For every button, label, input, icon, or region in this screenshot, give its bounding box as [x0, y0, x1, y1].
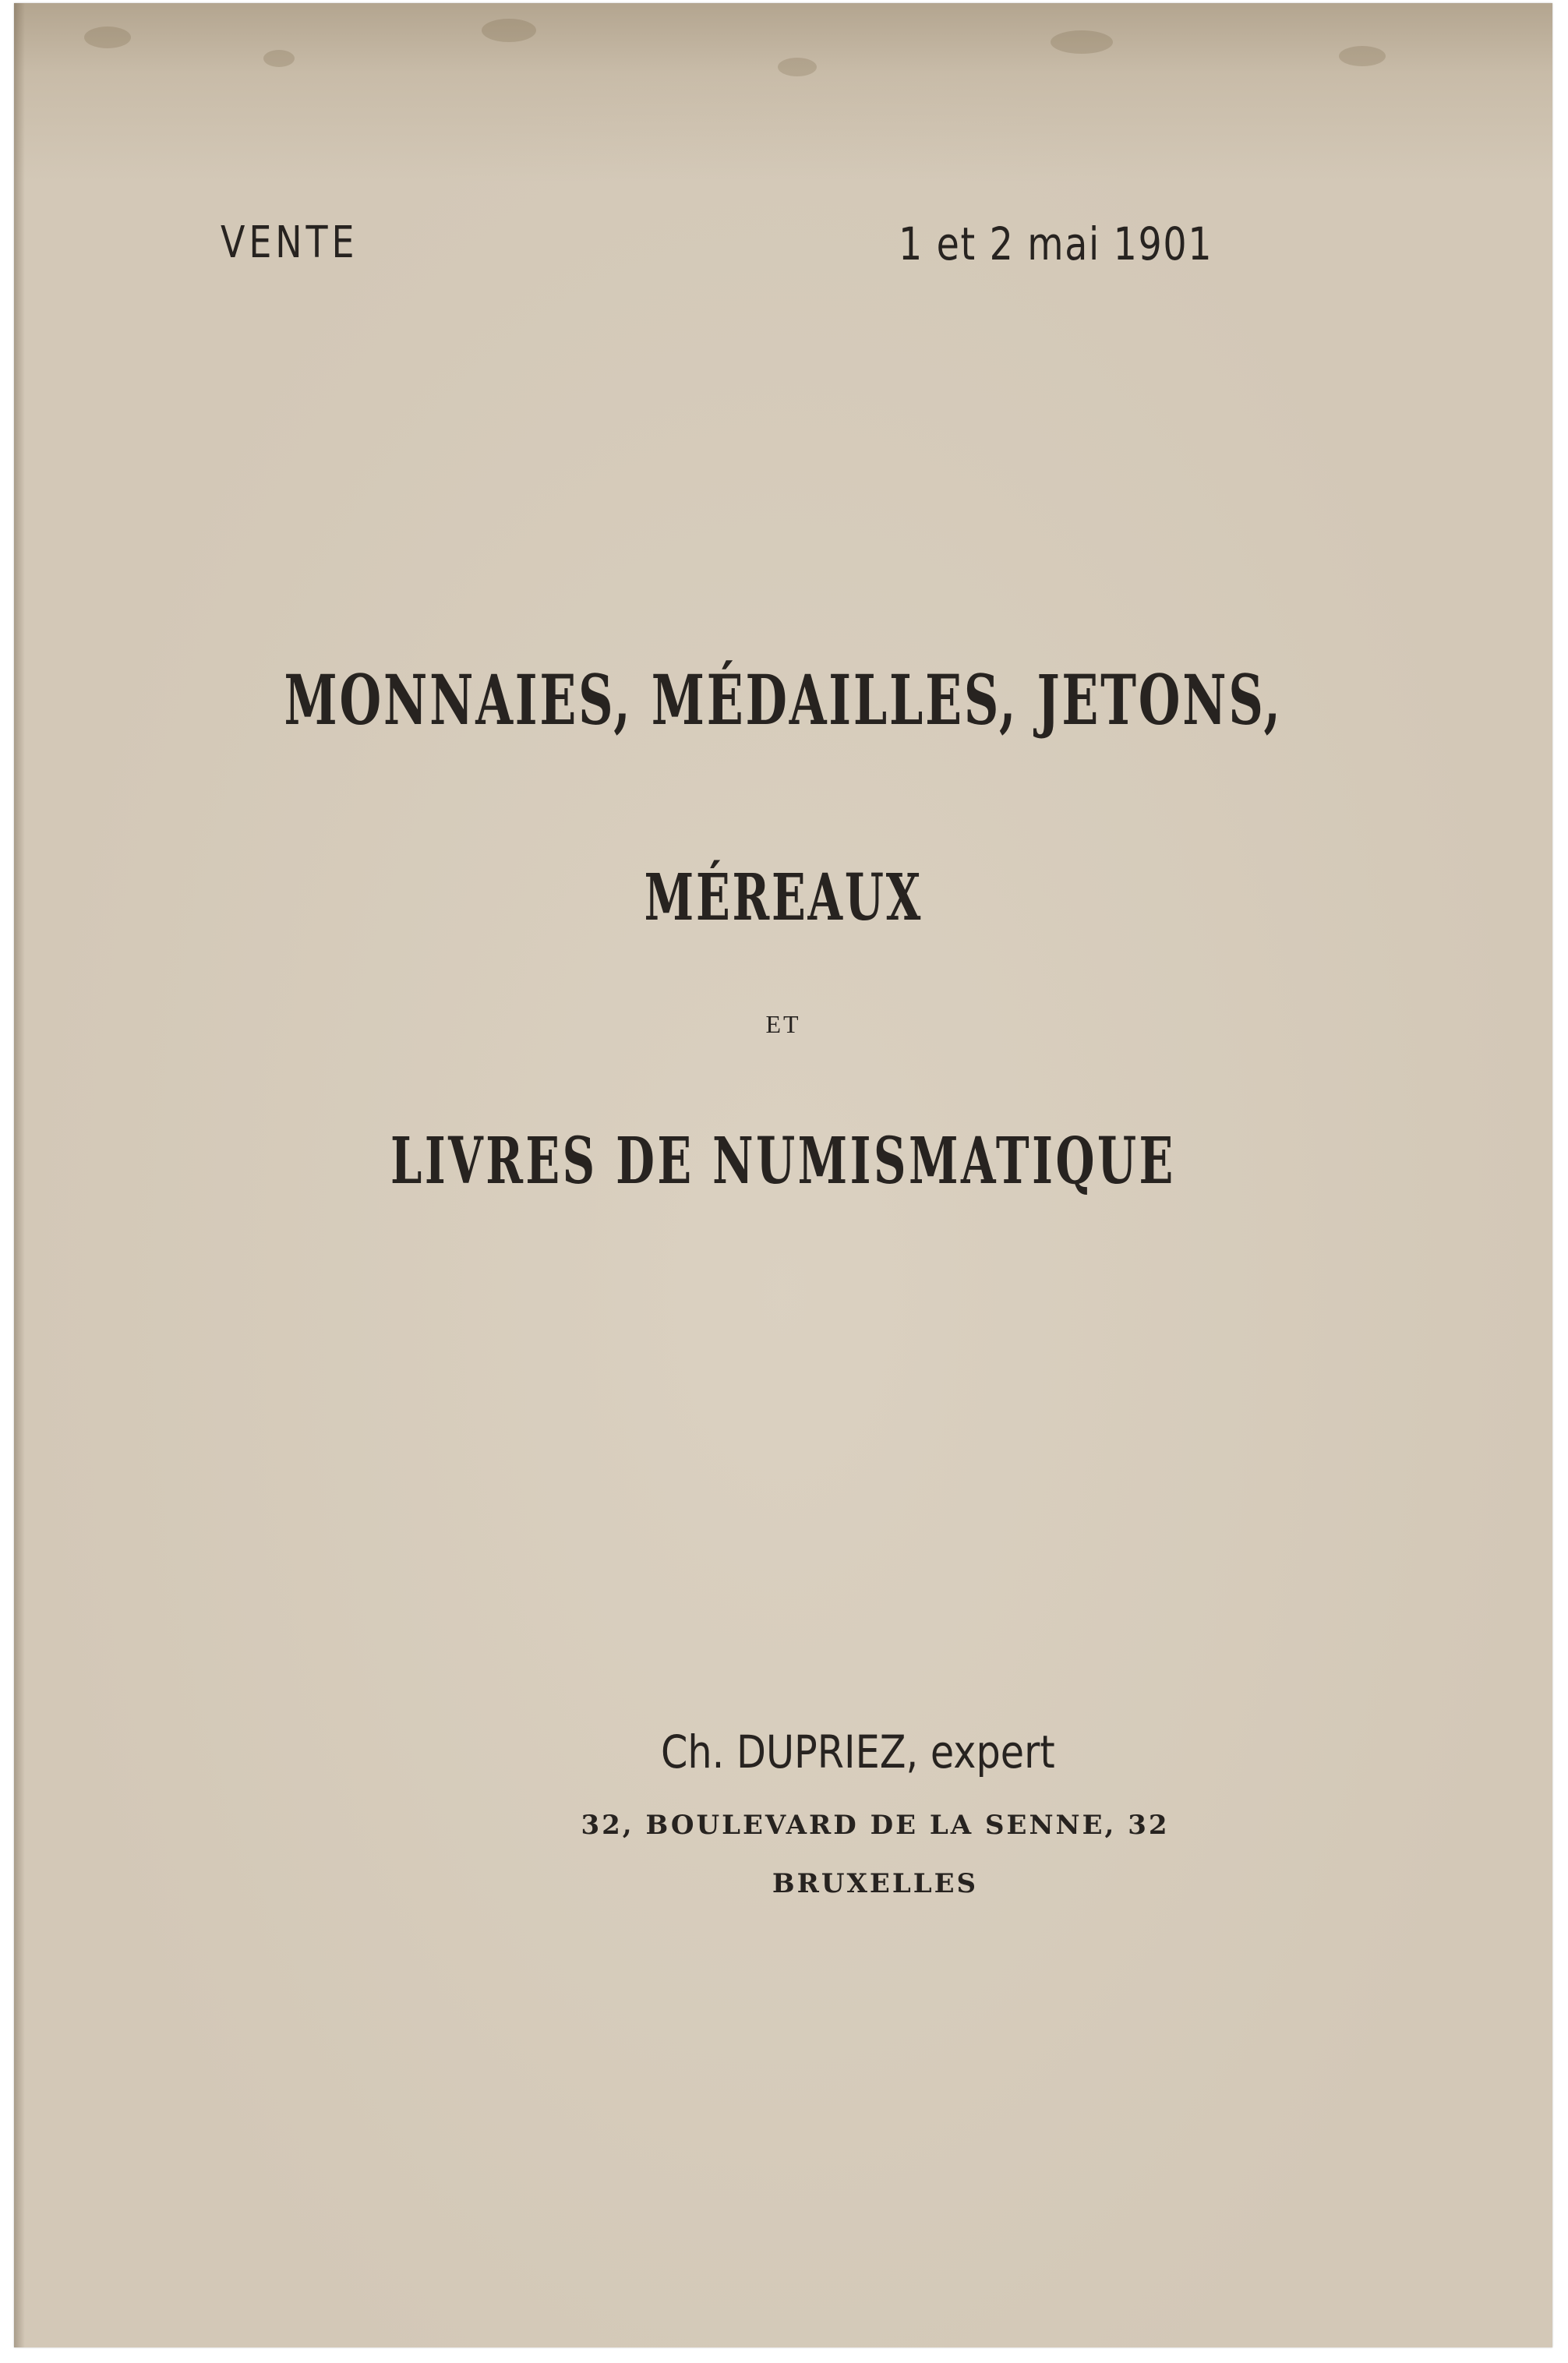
title-line-1 — [14, 659, 1552, 740]
foxing-stain — [1339, 46, 1386, 66]
foxing-stain — [1051, 30, 1113, 54]
foxing-stain — [482, 19, 536, 42]
title-mereaux: MÉREAUX — [644, 860, 923, 935]
title-numismatic-books: LIVRES DE NUMISMATIQUE — [390, 1124, 1176, 1199]
foxing-stain — [84, 26, 131, 48]
publisher-city: BRUXELLES — [772, 1868, 979, 1899]
sale-date: 1 et 2 mai 1901 — [899, 217, 1213, 270]
publisher-address: 32, BOULEVARD DE LA SENNE, 32 — [581, 1810, 1170, 1841]
catalogue-cover — [14, 3, 1552, 2347]
title-line-4 — [14, 1124, 1552, 1199]
sale-label: VENTE — [221, 217, 358, 268]
title-line-2 — [14, 860, 1552, 935]
expert-name: Ch. DUPRIEZ, expert — [661, 1725, 1055, 1778]
foxing-stain — [778, 58, 817, 76]
title-coins-medals-tokens: MONNAIES, MÉDAILLES, JETONS, — [284, 659, 1283, 740]
title-conjunction: ET — [765, 1010, 801, 1038]
foxing-stain — [263, 50, 295, 67]
title-line-3 — [14, 1010, 1552, 1039]
